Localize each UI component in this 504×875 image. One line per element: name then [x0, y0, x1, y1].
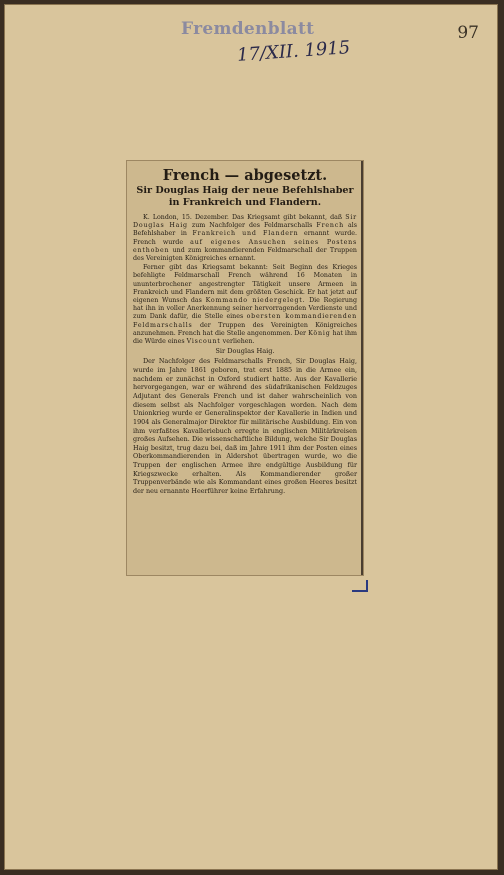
subheadline: Sir Douglas Haig der neue Befehlshaber in Frankreich und Flandern.: [136, 185, 354, 208]
text-run: der Truppen des Vereinigten Königreiches anzunehmen. French hat die Stelle angenommen. Der: [133, 321, 357, 337]
section-title: Sir Douglas Haig.: [215, 347, 275, 356]
text-emphasis: Viscount: [186, 338, 221, 346]
page-number: 97: [457, 23, 479, 43]
paragraph-biography: Der Nachfolger des Feldmarschalls French, Sir Douglas Haig, wurde im Jahre 1861 geboren, trat erst 1885 in die Armee ein, nachdem er zunächst in Oxford studiert hatte. Aus der Kavallerie hervorgegangen, war er während des südafrikanischen Feldzuges Adjutant des Generals French und ist daher wahrscheinlich von diesem selbst als Nachfolger vorgeschlagen worden. Nach dem Unionkrieg wurde er Generalinspektor der Kavallerie in Indien und 1904 als Generalmajor Direktor für militärische Ausbildung. Ein von ihm verfaßtes Kavalleriebuch erregte in englischen Militärkreisen großes Aufsehen. Die wissenschaftliche Bildung, welche Sir Douglas Haig besitzt, trug dazu bei, daß im Jahre 1911 ihm der Posten eines Oberkommandierenden in Aldershot übertragen wurde, wo die Truppen der englischen Armee ihre endgültige Ausbildung für Kriegszwecke erhalten. Als Kommandierender großer Truppenverbände wie als Kommandant eines großen Heeres besitzt der neu ernannte Heerführer keine Erfahrung.: [133, 357, 357, 496]
newspaper-clipping: [126, 160, 364, 576]
text-run: zum Nachfolger des Feldmarschalls: [191, 222, 313, 230]
text-run: verliehen.: [222, 338, 255, 346]
text-emphasis: obersten kommandierenden Feldmarschalls: [133, 313, 357, 329]
handwritten-date: 17/XII. 1915: [236, 37, 351, 66]
place-names: Frankreich und Flandern: [192, 230, 299, 238]
column-rule: [361, 161, 363, 575]
name-haig: Sir Douglas Haig: [133, 214, 357, 230]
text-run: Ferner gibt das Kriegsamt bekannt: Seit Beginn des Krieges befehligte Feldmarschall French während 16 Monaten in ununterbrochener angestrengter Tätigkeit unsere Armeen in Frankreich und Flandern mit dem größten Geschick. Er hat jetzt auf eigenen Wunsch das: [133, 264, 357, 305]
text-run: als Befehlshaber in: [133, 222, 357, 238]
text-run: K. London, 15. Dezember. Das Kriegsamt gibt bekannt, daß: [143, 214, 343, 221]
text-run: ernannt wurde. French wurde: [133, 230, 357, 246]
text-run: hat ihm die Würde eines: [133, 329, 357, 346]
text-emphasis: auf eigenes Ansuchen seines Postens enthoben: [133, 238, 357, 254]
text-run: Die Regierung hat ihn in voller Anerkennung seiner hervorragenden Verdienste und zum Dank dafür, die Stelle eines: [133, 297, 357, 321]
text-emphasis: Kommando niedergelegt.: [205, 297, 306, 305]
paragraph-war-office: [133, 264, 357, 346]
newspaper-stamp: Fremdenblatt: [181, 19, 315, 39]
name-french: French: [316, 222, 344, 230]
text-run: und zum kommandierenden Feldmarschall der Truppen des Vereinigten Königreiches ernannt.: [133, 246, 357, 263]
text-emphasis: König: [308, 329, 331, 337]
headline: French — abgesetzt.: [162, 167, 328, 184]
pen-mark: [352, 580, 368, 592]
paragraph-announcement: [133, 214, 357, 263]
